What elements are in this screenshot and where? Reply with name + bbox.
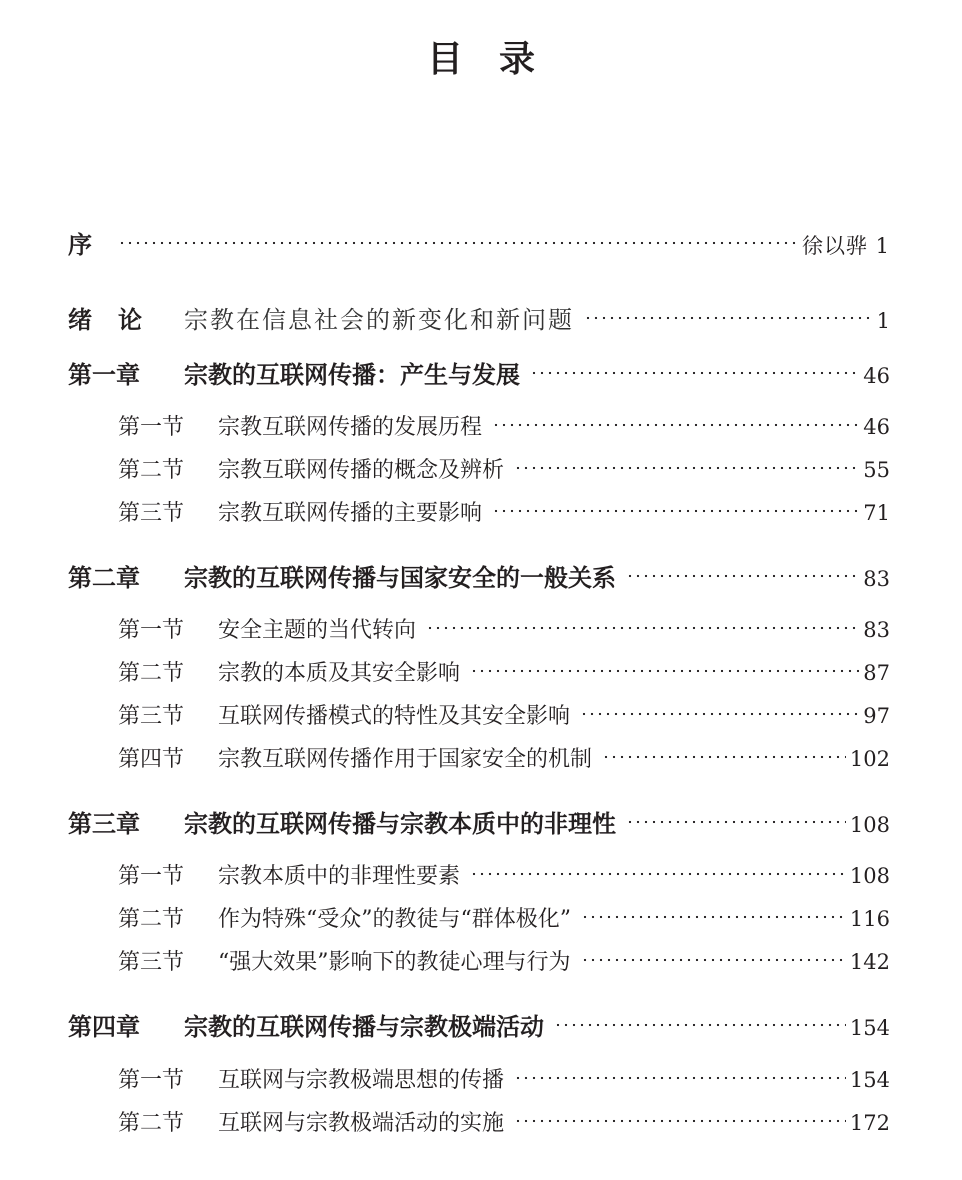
toc-title: 宗教的本质及其安全影响 [218, 661, 461, 686]
page-title: 目录 [426, 39, 571, 80]
toc-page-number: 116 [849, 907, 890, 931]
toc-label: 绪论 [68, 306, 168, 334]
toc-title: 宗教互联网传播的主要影响 [218, 501, 483, 526]
toc-label: 第一节 [118, 1068, 185, 1093]
dot-leader [426, 615, 859, 637]
dot-leader [580, 701, 859, 723]
toc-entry-section[interactable] [0, 453, 962, 487]
dot-leader [602, 744, 846, 766]
dot-leader [554, 1011, 846, 1035]
toc-title: 宗教互联网传播的概念及辨析 [218, 458, 505, 483]
toc-entry-chapter[interactable] [0, 561, 962, 595]
toc-label: 第四节 [118, 747, 185, 772]
dot-leader [530, 359, 859, 383]
toc-label: 第三节 [118, 950, 185, 975]
toc-label: 序 [68, 231, 92, 259]
toc-entry-section[interactable] [0, 902, 962, 936]
toc-label: 第一章 [68, 361, 140, 389]
toc-page-number: 108 [849, 864, 890, 888]
dot-leader [470, 658, 859, 680]
toc-title: 宗教的互联网传播与国家安全的一般关系 [184, 564, 616, 592]
toc-entry-chapter[interactable] [0, 1010, 962, 1044]
dot-leader [118, 229, 798, 253]
toc-label: 第一节 [118, 618, 185, 643]
toc-entry-section[interactable] [0, 859, 962, 893]
toc-title: 宗教在信息社会的新变化和新问题 [184, 306, 574, 334]
dot-leader [626, 808, 846, 832]
dot-leader [514, 1108, 846, 1130]
toc-entry-chapter[interactable] [0, 807, 962, 841]
toc-entry-section[interactable] [0, 410, 962, 444]
toc-label: 第三章 [68, 810, 140, 838]
toc-entry-chapter[interactable] [0, 358, 962, 392]
toc-label: 第三节 [118, 501, 185, 526]
toc-label: 第四章 [68, 1013, 140, 1041]
toc-page-number: 108 [849, 813, 890, 837]
toc-title: 宗教本质中的非理性要素 [218, 864, 461, 889]
dot-leader [492, 498, 859, 520]
toc-entry-section[interactable] [0, 742, 962, 776]
toc-entry-section[interactable] [0, 699, 962, 733]
toc-label: 第二节 [118, 661, 185, 686]
toc-entry-intro[interactable] [0, 303, 962, 337]
toc-label: 第二节 [118, 1111, 185, 1136]
toc-title: 宗教的互联网传播与宗教极端活动 [184, 1013, 544, 1041]
toc-page-number: 71 [863, 501, 890, 525]
toc-entry-section[interactable] [0, 613, 962, 647]
toc-label: 第二节 [118, 907, 185, 932]
toc-title: 作为特殊“受众”的教徒与“群体极化” [218, 907, 571, 932]
toc-label: 第一节 [118, 864, 185, 889]
toc-page-number: 87 [863, 661, 890, 685]
toc-label: 第一节 [118, 415, 185, 440]
dot-leader [584, 304, 873, 328]
toc-title: 互联网与宗教极端思想的传播 [218, 1068, 505, 1093]
toc-title: 宗教互联网传播作用于国家安全的机制 [218, 747, 593, 772]
toc-entry-section[interactable] [0, 945, 962, 979]
dot-leader [581, 904, 846, 926]
toc-entry-section[interactable] [0, 1063, 962, 1097]
toc-title: 宗教的互联网传播与宗教本质中的非理性 [184, 810, 616, 838]
dot-leader [581, 947, 846, 969]
toc-page-number: 102 [849, 747, 890, 771]
toc-page-number: 55 [863, 458, 890, 482]
dot-leader [470, 861, 846, 883]
toc-page-number: 83 [863, 618, 890, 642]
toc-title: 宗教的互联网传播：产生与发展 [184, 361, 520, 389]
toc-entry-section[interactable] [0, 496, 962, 530]
dot-leader [492, 412, 859, 434]
dot-leader [514, 1065, 846, 1087]
toc-page-number: 154 [849, 1016, 890, 1040]
toc-label: 第三节 [118, 704, 185, 729]
toc-entry-section[interactable] [0, 1106, 962, 1140]
toc-title: “强大效果”影响下的教徒心理与行为 [218, 950, 571, 975]
toc-label: 第二章 [68, 564, 140, 592]
toc-page-number: 46 [863, 415, 890, 439]
toc-title: 宗教互联网传播的发展历程 [218, 415, 483, 440]
toc-title: 安全主题的当代转向 [218, 618, 417, 643]
toc-label: 第二节 [118, 458, 185, 483]
toc-page-number: 97 [863, 704, 890, 728]
toc-title: 互联网与宗教极端活动的实施 [218, 1111, 505, 1136]
toc-title: 互联网传播模式的特性及其安全影响 [218, 704, 571, 729]
toc-page-number: 83 [863, 567, 890, 591]
toc-page-number: 172 [849, 1111, 890, 1135]
toc-page-number: 154 [849, 1068, 890, 1092]
toc-page-number: 1 [876, 309, 890, 333]
toc-page-number: 142 [849, 950, 890, 974]
dot-leader [514, 455, 859, 477]
toc-entry-section[interactable] [0, 656, 962, 690]
toc-page-number: 46 [863, 364, 890, 388]
toc-entry-preface[interactable] [0, 228, 962, 262]
toc-page-number: 徐以骅 1 [801, 234, 890, 258]
dot-leader [626, 562, 859, 586]
